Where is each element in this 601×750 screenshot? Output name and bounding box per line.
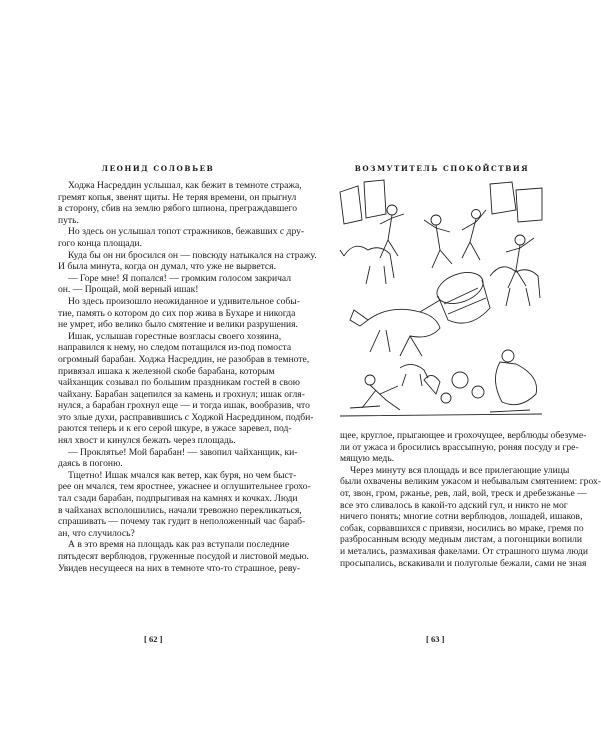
text-line: ан, что случилось?	[58, 527, 135, 539]
text-line: — Горе мне! Я попался! — громким голосом закричал	[68, 272, 292, 284]
fallen-figure	[495, 362, 536, 405]
text-line: собак, сорвавшихся с привязи, носились во мраке, гремя по	[340, 522, 584, 534]
text-line: разбросанным всюду медным листам, а погонщики вопили	[340, 534, 582, 546]
fallen-figure	[362, 385, 400, 410]
text-line: нулся, а барабан грохнул еще — и тогда ишак, вообразив, что	[58, 400, 310, 412]
text-line: нял хвост и кинулся бежать через площадь.	[58, 435, 236, 447]
pot-sketch	[441, 393, 451, 403]
text-line: Ишак, услышав горестные возгласы своего хозяина,	[68, 330, 282, 342]
text-line: пятьдесят верблюдов, груженные посудой и листовой медью.	[58, 551, 309, 562]
text-line: гого конца площади.	[58, 237, 143, 249]
text-line: А в это время на площадь как раз вступали последние	[68, 539, 290, 551]
text-line: Но здесь произошло неожиданное и удивительное собы-	[68, 295, 300, 307]
chase-illustration	[340, 180, 542, 420]
text-line: в чайханах всполошились, начали тревожно перекликаться,	[58, 504, 302, 516]
running-figure	[380, 214, 404, 258]
text-line: рее он мчался, тем яростнее, ужаснее и оглушительнее грохо-	[58, 481, 311, 493]
text-line: Но здесь он услышал топот стражников, бежавших с дру-	[68, 226, 305, 238]
body-text	[340, 430, 601, 569]
text-line: направился к нему, но следом потащился из-под помоста	[58, 342, 292, 354]
text-line: ничего понять; многие сотни верблюдов, лошадей, ишаков,	[340, 511, 583, 523]
running-figure	[462, 210, 486, 260]
text-line: ли от ужаса и бросились врассыпную, роняя посуду и гре-	[340, 441, 579, 453]
running-figure	[506, 238, 534, 288]
text-line: Через минуту вся площадь и все прилегающие улицы	[350, 464, 570, 476]
right-page	[300, 0, 600, 750]
text-line: от, звон, гром, ржанье, рев, лай, вой, треск и дребезжанье —	[340, 487, 587, 499]
pot-sketch	[472, 386, 484, 398]
text-line: не умрет, ибо велико было смятение и велики разрушения.	[58, 319, 298, 331]
rope-line	[420, 300, 440, 312]
running-figure	[424, 220, 452, 268]
jug-sketch	[424, 375, 440, 394]
text-line: просыпались, вскакивали и полуголые бежали, сами не зная	[340, 557, 587, 569]
figure-head	[472, 210, 481, 219]
text-line: даясь в погоню.	[58, 458, 123, 470]
text-line: Тщетно! Ишак мчался как ветер, как буря, но чем быст-	[68, 469, 297, 481]
text-line: спрашивать — почему так гудит в неположенный час бараб-	[58, 516, 306, 528]
text-line: тие, память о котором до сих пор жива в Бухаре и никогда	[58, 307, 296, 319]
text-line: чайхану. Барабан зацепился за камень и грохнул; ишак огля-	[58, 388, 305, 400]
donkey-head	[350, 310, 368, 326]
figure-head	[515, 235, 525, 245]
running-head: ВОЗМУТИТЕЛЬ СПОКОЙСТВИЯ	[354, 164, 530, 173]
pot-sketch	[452, 372, 468, 388]
text-line: это злые духи, расправившись с Ходжой Насреддином, подби-	[58, 411, 314, 423]
building-sketch	[364, 180, 386, 218]
page-number: [ 63 ]	[426, 634, 445, 644]
building-sketch	[340, 186, 362, 224]
text-line: и метались, размахивая факелами. От страшного шума люди	[340, 545, 588, 557]
text-line: мящую медь.	[340, 453, 395, 465]
figure-head	[431, 215, 441, 225]
text-line: чайханщик созывал по большим праздникам гостей в свою	[58, 377, 300, 389]
text-line: И была минута, когда он думал, что уже не вырвется.	[58, 261, 276, 273]
figure-head	[365, 375, 375, 385]
text-line: в сторону, сбив на землю рябого шпиона, преграждавшего	[58, 203, 298, 215]
donkey-sketch	[368, 309, 440, 356]
text-line: щее, круглое, прыгающее и грохочущее, верблюды обезуме-	[340, 430, 587, 441]
figure-head	[502, 350, 514, 362]
camel-sketch	[340, 246, 394, 284]
text-line: Увидев несущееся на них в темноте что-то страшное, реву-	[58, 562, 301, 574]
text-line: Куда бы он ни бросился он — повсюду натыкался на стражу.	[68, 249, 317, 261]
ground-line	[340, 406, 542, 416]
text-line: гремят копья, звенят щиты. Не теряя времени, он прыгнул	[58, 191, 297, 203]
running-head: ЛЕОНИД СОЛОВЬЕВ	[101, 164, 215, 173]
text-line: огромный барабан. Ходжа Насреддин, не разобрав в темноте,	[58, 353, 310, 365]
text-line: тал сзади барабан, подпрыгивая на камнях и кочках. Люди	[58, 493, 298, 505]
text-line: привязал ишака к железной скобе барабана, которым	[58, 365, 275, 377]
page-number: [ 62 ]	[144, 634, 163, 644]
text-line: он. — Прощай, мой верный ишак!	[58, 284, 199, 296]
text-line: были охвачены великим ужасом и небывалым смятением: грох-	[340, 476, 601, 488]
building-sketch	[516, 188, 542, 222]
figure-head	[387, 205, 397, 215]
body-text	[58, 180, 317, 574]
text-line: Ходжа Насреддин услышал, как бежит в темноте стража,	[68, 180, 302, 191]
text-line: все это сливалось в какой-то адский гул, и никто не мог	[340, 499, 568, 511]
text-line: путь.	[58, 214, 79, 226]
text-line: — Проклятье! Мой барабан! — завопил чайханщик, ки-	[68, 446, 298, 458]
text-line: раются теперь и к его серой шкуре, в ужасе заревел, под-	[58, 423, 292, 435]
dog-sketch	[400, 364, 428, 386]
building-sketch	[490, 182, 516, 214]
